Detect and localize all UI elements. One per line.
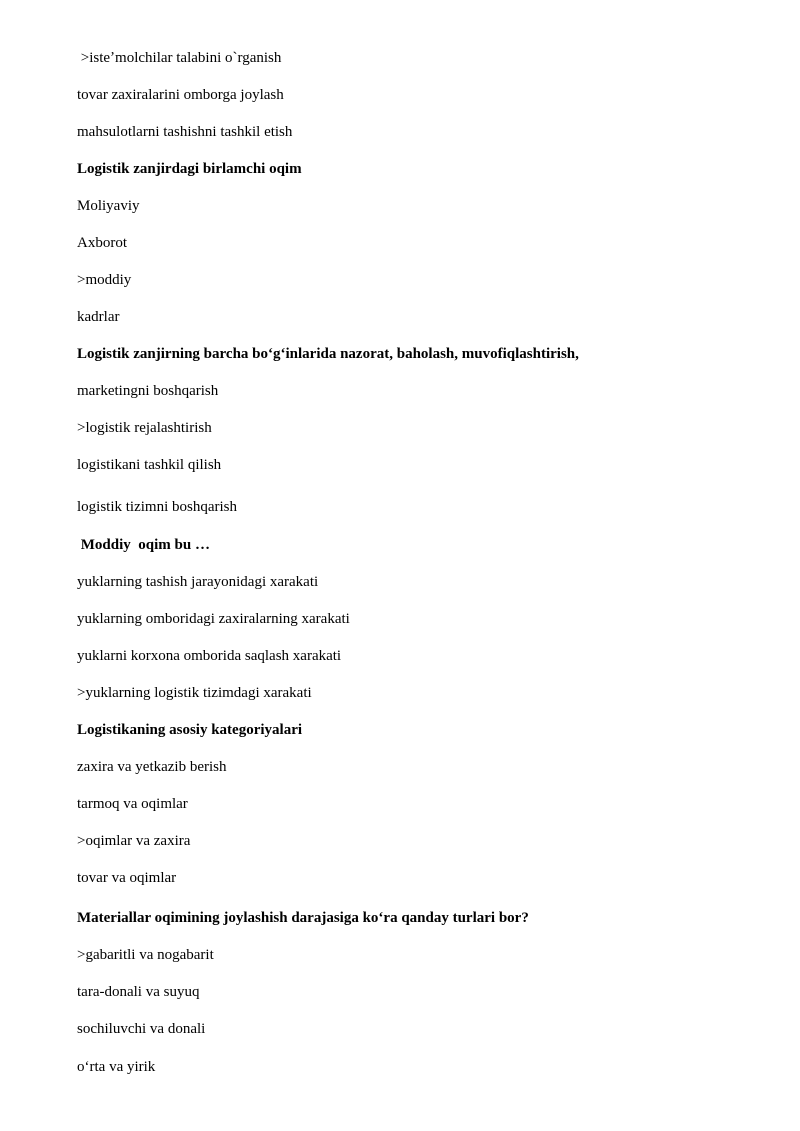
answer-line: yuklarni korxona omborida saqlash xarakati: [77, 648, 342, 664]
answer-line: tovar va oqimlar: [77, 870, 177, 886]
answer-line: mahsulotlarni tashishni tashkil etish: [77, 124, 293, 140]
question-line: Logistik zanjirning barcha bo‘g‘inlarida nazorat, baholash, muvofiqlashtirish,: [77, 346, 579, 362]
answer-line: yuklarning tashish jarayonidagi xarakati: [77, 574, 319, 590]
question-line: Moddiy oqim bu …: [77, 537, 210, 553]
answer-line: Axborot: [77, 235, 127, 251]
answer-line: >gabaritli va nogabarit: [77, 947, 214, 963]
answer-line: Moliyaviy: [77, 198, 140, 214]
question-line: Logistik zanjirdagi birlamchi oqim: [77, 161, 302, 177]
answer-line: >yuklarning logistik tizimdagi xarakati: [77, 685, 312, 701]
answer-line: kadrlar: [77, 309, 120, 325]
answer-line: logistikani tashkil qilish: [77, 457, 222, 473]
question-line: Materiallar oqimining joylashish darajasiga ko‘ra qanday turlari bor?: [77, 910, 529, 926]
answer-line: o‘rta va yirik: [77, 1059, 156, 1075]
answer-line: >isteʼmolchilar talabini o`rganish: [77, 50, 282, 66]
answer-line: tovar zaxiralarini omborga joylash: [77, 87, 284, 103]
answer-line: tara-donali va suyuq: [77, 984, 200, 1000]
answer-line: >logistik rejalashtirish: [77, 420, 212, 436]
answer-line: yuklarning omboridagi zaxiralarning xarakati: [77, 611, 350, 627]
answer-line: >moddiy: [77, 272, 132, 288]
answer-line: zaxira va yetkazib berish: [77, 759, 227, 775]
question-line: Logistikaning asosiy kategoriyalari: [77, 722, 303, 738]
answer-line: marketingni boshqarish: [77, 383, 219, 399]
answer-line: tarmoq va oqimlar: [77, 796, 188, 812]
answer-line: sochiluvchi va donali: [77, 1021, 206, 1037]
answer-line: logistik tizimni boshqarish: [77, 499, 237, 515]
answer-line: >oqimlar va zaxira: [77, 833, 191, 849]
